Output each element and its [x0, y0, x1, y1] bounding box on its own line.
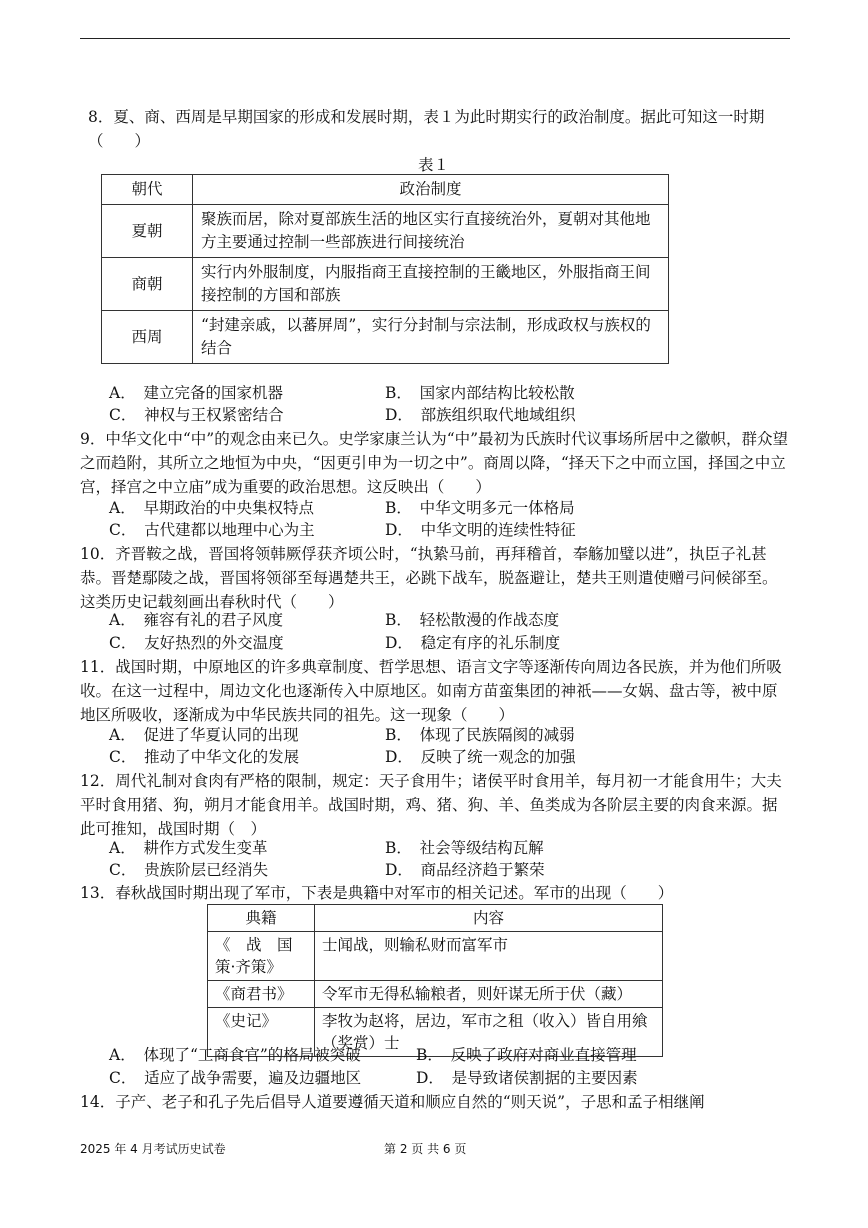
- table-cell: 令军市无得私输粮者，则奸谋无所于伏（藏）: [315, 981, 663, 1008]
- table-row: [208, 932, 663, 981]
- header-rule: [80, 38, 790, 39]
- option-a: A． 促进了华夏认同的出现: [109, 726, 299, 744]
- option-a: A． 耕作方式发生变革: [109, 839, 268, 857]
- table-cell: 西周: [102, 311, 193, 364]
- table-cell: 士闻战，则输私财而富军市: [315, 932, 663, 981]
- table-cell: 《商君书》: [208, 981, 315, 1008]
- option-d: D． 是导致诸侯割据的主要因素: [416, 1069, 638, 1087]
- option-b: B． 国家内部结构比较松散: [385, 384, 575, 402]
- option-b: B． 轻松散漫的作战态度: [385, 611, 560, 629]
- option-c: C． 适应了战争需要，遍及边疆地区: [109, 1069, 362, 1087]
- question-8-table: [101, 174, 669, 364]
- footer-exam-title: 2025 年 4 月考试历史试卷: [80, 1142, 226, 1156]
- question-13-table: [207, 904, 663, 1057]
- option-d: D． 商品经济趋于繁荣: [385, 861, 545, 879]
- table-cell: 《 战 国 策·齐策》: [208, 932, 315, 981]
- table-header-cell: 内容: [315, 905, 663, 932]
- footer-page-number: 第 2 页 共 6 页: [384, 1142, 467, 1156]
- option-d: D． 部族组织取代地域组织: [385, 406, 576, 424]
- table-row: [102, 205, 669, 258]
- option-a: A． 早期政治的中央集权特点: [109, 499, 314, 517]
- table-cell: 聚族而居，除对夏部族生活的地区实行直接统治外，夏朝对其他地方主要通过控制一些部族进行间接统治: [193, 205, 669, 258]
- option-d: D． 稳定有序的礼乐制度: [385, 634, 561, 652]
- option-a: A． 建立完备的国家机器: [109, 384, 283, 402]
- table-row: [102, 258, 669, 311]
- question-8-stem: 8．夏、商、西周是早期国家的形成和发展时期，表１为此时期实行的政治制度。据此可知这一时期（ ）: [88, 108, 765, 150]
- question-13-stem: 13．春秋战国时期出现了军市，下表是典籍中对军市的相关记述。军市的出现（ ）: [80, 884, 674, 902]
- table-cell: 《史记》: [208, 1008, 315, 1057]
- table-cell: 商朝: [102, 258, 193, 311]
- table-header-row: [102, 175, 669, 205]
- table-caption: 表１: [418, 156, 450, 174]
- table-header-cell: 典籍: [208, 905, 315, 932]
- table-cell: 实行内外服制度，内服指商王直接控制的王畿地区，外服指商王间接控制的方国和部族: [193, 258, 669, 311]
- question-10-stem: 10．齐晋鞍之战，晋国将领韩厥俘获齐顷公时，“执絷马前，再拜稽首，奉觞加璧以进”，执臣子礼甚恭。晋楚鄢陵之战，晋国将领郤至每遇楚共王，必跳下战车，脱盔避让，楚共王则遣使赠弓问候郤至。这类历史记载刻画出春秋时代（ ）: [80, 545, 778, 611]
- option-c: C． 神权与王权紧密结合: [109, 406, 284, 424]
- table-row: [208, 981, 663, 1008]
- table-header-cell: 朝代: [102, 175, 193, 205]
- question-14-stem: 14．子产、老子和孔子先后倡导人道要遵循天道和顺应自然的“则天说”，子思和孟子相继阐: [80, 1093, 705, 1111]
- question-11-stem: 11．战国时期，中原地区的许多典章制度、哲学思想、语言文字等逐渐传向周边各民族，并为他们所吸收。在这一过程中，周边文化也逐渐传入中原地区。如南方苗蛮集团的神祇——女娲、盘古等，被中原地区所吸收，逐渐成为中华民族共同的祖先。这一现象（ ）: [80, 658, 782, 724]
- table-row: [102, 311, 669, 364]
- option-b: B． 反映了政府对商业直接管理: [416, 1046, 637, 1064]
- question-9-stem: 9．中华文化中“中”的观念由来已久。史学家康兰认为“中”最初为氏族时代议事场所居中之徽帜，群众望之而趋附，其所立之地恒为中央，“因更引申为一切之中”。商周以降，“择天下之中而立国，择国之中立宫，择宫之中立庙”成为重要的政治思想。这反映出（ ）: [80, 430, 789, 496]
- table-cell: 李牧为赵将，居边，军市之租（收入）皆自用飨（奖赏）士: [315, 1008, 663, 1057]
- option-d: D． 反映了统一观念的加强: [385, 748, 576, 766]
- table-cell: “封建亲戚，以蕃屏周”，实行分封制与宗法制，形成政权与族权的结合: [193, 311, 669, 364]
- option-c: C． 贵族阶层已经消失: [109, 861, 269, 879]
- option-a: A． 体现了“工商食官”的格局被突破: [109, 1046, 361, 1064]
- option-a: A． 雍容有礼的君子风度: [109, 611, 283, 629]
- option-c: C． 友好热烈的外交温度: [109, 634, 284, 652]
- option-c: C． 古代建都以地理中心为主: [109, 521, 315, 539]
- table-cell: 夏朝: [102, 205, 193, 258]
- table-header-row: [208, 905, 663, 932]
- question-12-stem: 12．周代礼制对食肉有严格的限制，规定：天子食用牛；诸侯平时食用羊，每月初一才能食用牛；大夫平时食用猪、狗，朔月才能食用羊。战国时期，鸡、猪、狗、羊、鱼类成为各阶层主要的肉食来源。据此可推知，战国时期（ ）: [80, 772, 782, 838]
- option-b: B． 中华文明多元一体格局: [385, 499, 575, 517]
- option-b: B． 社会等级结构瓦解: [385, 839, 544, 857]
- table-header-cell: 政治制度: [193, 175, 669, 205]
- option-d: D． 中华文明的连续性特征: [385, 521, 576, 539]
- option-b: B． 体现了民族隔阂的减弱: [385, 726, 575, 744]
- option-c: C． 推动了中华文化的发展: [109, 748, 300, 766]
